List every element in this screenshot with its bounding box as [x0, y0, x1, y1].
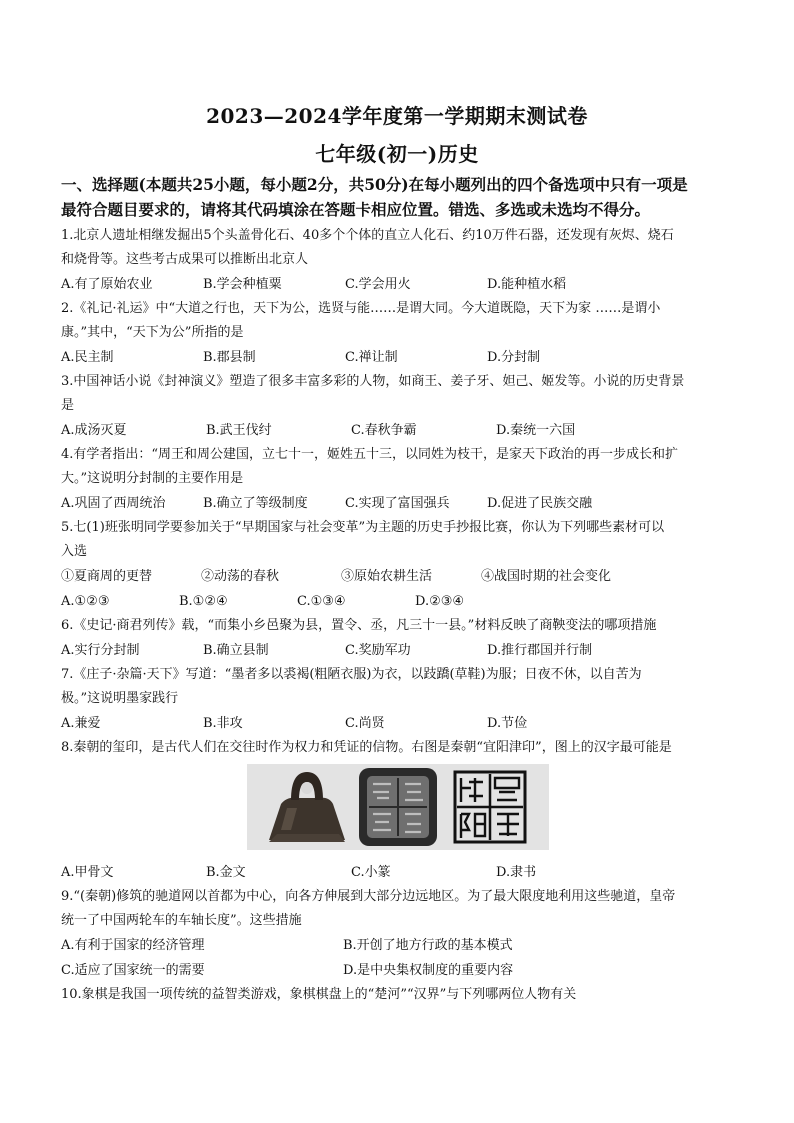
- question-text: 康。”其中，“天下为公”所指的是: [61, 325, 244, 340]
- seal-face-icon: [359, 768, 437, 846]
- question-text: 大。”这说明分封制的主要作用是: [61, 471, 244, 486]
- bronze-seal-icon: [269, 772, 345, 842]
- question-text: 5.七(1)班张明同学要参加关于“早期国家与社会变革”为主题的历史手抄报比赛，你认为下列哪些素材可以: [61, 520, 665, 535]
- material-item: ①夏商周的更替: [61, 569, 153, 584]
- option-c: C.①③④: [297, 594, 346, 609]
- question-10: [61, 983, 733, 1007]
- options-row: [61, 491, 733, 516]
- material-item: ③原始农耕生活: [341, 569, 433, 584]
- option-c: C.实现了富国强兵: [345, 496, 450, 511]
- question-text: 统一了中国两轮车的车轴长度”。这些措施: [61, 913, 302, 928]
- options-row: [61, 638, 733, 663]
- options-row: [61, 711, 733, 736]
- option-b: B.确立县制: [203, 643, 269, 658]
- question-2: [61, 297, 733, 370]
- question-text: 3.中国神话小说《封神演义》塑造了很多丰富多彩的人物，如商王、姜子牙、妲己、姬发等。小说的历史背景: [61, 374, 685, 389]
- option-c: C.学会用火: [345, 277, 411, 292]
- option-d: D.推行郡国并行制: [487, 643, 593, 658]
- question-text: 6.《史记·商君列传》载，“而集小乡邑聚为县，置令、丞，凡三十一县。”材料反映了商鞅变法的哪项措施: [61, 618, 657, 633]
- question-5: [61, 516, 733, 614]
- question-text: 极。”这说明墨家践行: [61, 691, 179, 706]
- option-c: C.适应了国家统一的需要: [61, 963, 205, 978]
- seal-illustration: [247, 764, 549, 850]
- section-instructions: [61, 172, 733, 222]
- options-row: [61, 418, 733, 443]
- question-9: [61, 885, 733, 983]
- question-6: [61, 614, 733, 663]
- option-d: D.隶书: [496, 865, 537, 880]
- option-d: D.节俭: [487, 716, 528, 731]
- exam-content: [61, 172, 733, 1007]
- seal-figure: [61, 764, 733, 858]
- option-d: D.促进了民族交融: [487, 496, 593, 511]
- option-d: D.秦统一六国: [496, 423, 576, 438]
- exam-subtitle: 七年级(初一)历史: [315, 142, 479, 166]
- option-b: B.金文: [206, 865, 246, 880]
- question-text: 1.北京人遗址相继发掘出5个头盖骨化石、40多个个体的直立人化石、约10万件石器，还发现有灰烬、烧石: [61, 228, 674, 243]
- material-item: ④战国时期的社会变化: [481, 569, 612, 584]
- option-a: A.兼爱: [61, 716, 101, 731]
- option-c: C.禅让制: [345, 350, 398, 365]
- options-row: [61, 958, 733, 983]
- option-d: D.是中央集权制度的重要内容: [343, 963, 514, 978]
- question-text: 2.《礼记·礼运》中“大道之行也，天下为公，选贤与能……是谓大同。今大道既隐，天下为家 ……是谓小: [61, 301, 661, 316]
- option-b: B.郡县制: [203, 350, 256, 365]
- question-8: [61, 736, 733, 885]
- option-d: D.分封制: [487, 350, 541, 365]
- question-text: 7.《庄子·杂篇·天下》写道：“墨者多以裘褐(粗陋衣服)为衣，以跂蹻(草鞋)为服；日夜不休，以自苦为: [61, 667, 642, 682]
- section-heading-line: 最符合题目要求的，请将其代码填涂在答题卡相应位置。错选、多选或未选均不得分。: [61, 200, 651, 219]
- question-text: 入选: [61, 544, 88, 559]
- question-text: 8.秦朝的玺印，是古代人们在交往时作为权力和凭证的信物。右图是秦朝“宜阳津印”，图上的汉字最可能是: [61, 740, 672, 755]
- options-row: [61, 589, 733, 614]
- seal-impression-icon: [451, 768, 529, 846]
- option-b: B.①②④: [179, 594, 228, 609]
- option-a: A.有利于国家的经济管理: [61, 938, 205, 953]
- question-text: 是: [61, 398, 75, 413]
- options-row: [61, 860, 733, 885]
- option-a: A.有了原始农业: [61, 277, 153, 292]
- question-text: 和烧骨等。这些考古成果可以推断出北京人: [61, 252, 309, 267]
- option-c: C.春秋争霸: [351, 423, 417, 438]
- options-row: [61, 272, 733, 297]
- option-b: B.武王伐纣: [206, 423, 272, 438]
- question-text: 9.“(秦朝)修筑的驰道网以首都为中心，向各方伸展到大部分边远地区。为了最大限度地利用这些驰道，皇帝: [61, 889, 676, 904]
- section-heading-line: 一、选择题(本题共25小题，每小题2分，共50分)在每小题列出的四个备选项中只有一项是: [61, 175, 688, 194]
- option-b: B.开创了地方行政的基本模式: [343, 938, 513, 953]
- question-text: 10.象棋是我国一项传统的益智类游戏，象棋棋盘上的“楚河”“汉界”与下列哪两位人物有关: [61, 987, 577, 1002]
- seal-image: [247, 764, 549, 850]
- question-4: [61, 443, 733, 516]
- option-d: D.②③④: [415, 594, 465, 609]
- option-a: A.成汤灭夏: [61, 423, 127, 438]
- material-item: ②动荡的春秋: [201, 569, 280, 584]
- options-row: [61, 345, 733, 370]
- option-b: B.非攻: [203, 716, 243, 731]
- option-c: C.小篆: [351, 865, 391, 880]
- question-7: [61, 663, 733, 736]
- option-a: A.甲骨文: [61, 865, 114, 880]
- question-3: [61, 370, 733, 443]
- question-text: 4.有学者指出：“周王和周公建国，立七十一，姬姓五十三，以同姓为枝干，是家天下政治的再一步成长和扩: [61, 447, 679, 462]
- option-a: A.①②③: [61, 594, 110, 609]
- options-row: [61, 933, 733, 958]
- option-d: D.能种植水稻: [487, 277, 567, 292]
- option-a: A.民主制: [61, 350, 114, 365]
- option-b: B.学会种植粟: [203, 277, 282, 292]
- option-a: A.巩固了西周统治: [61, 496, 166, 511]
- option-b: B.确立了等级制度: [203, 496, 308, 511]
- option-a: A.实行分封制: [61, 643, 140, 658]
- question-1: [61, 224, 733, 297]
- exam-title: 2023—2024学年度第一学期期末测试卷: [206, 104, 588, 128]
- option-c: C.奖励军功: [345, 643, 411, 658]
- material-items-row: [61, 564, 733, 589]
- option-c: C.尚贤: [345, 716, 385, 731]
